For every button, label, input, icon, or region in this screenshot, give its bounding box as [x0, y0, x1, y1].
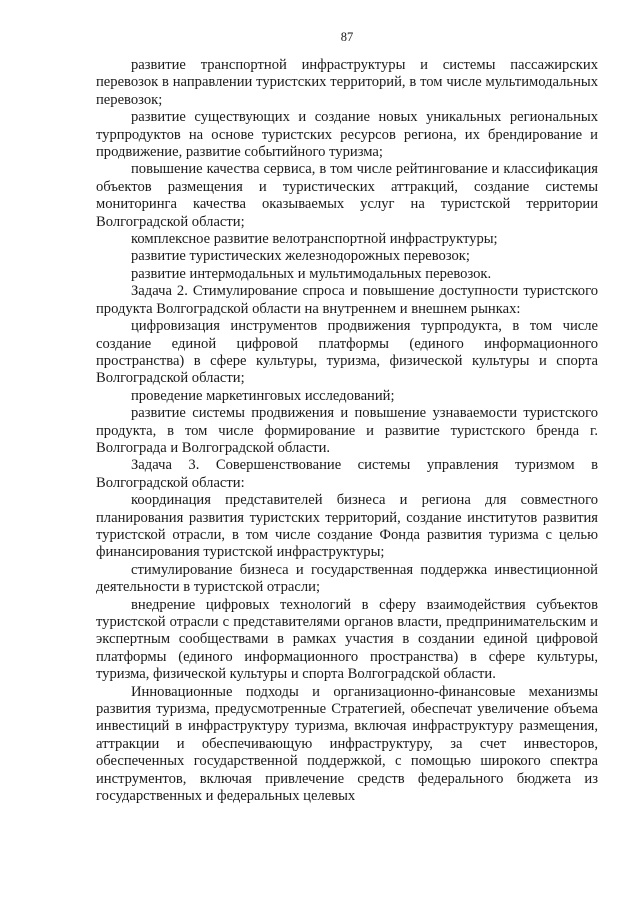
- task-heading: Задача 3. Совершенствование системы управления туризмом в Волгоградской области:: [96, 457, 598, 491]
- paragraph: развитие туристических железнодорожных перевозок;: [131, 248, 470, 265]
- paragraph: развитие транспортной инфраструктуры и системы пассажирских перевозок в направлении туристских территорий, в том числе мультимодальных перевозок;: [96, 57, 598, 108]
- paragraph: развитие существующих и создание новых уникальных региональных турпродуктов на основе туристских ресурсов региона, их брендирование и продвижение, развитие событийного туризма;: [96, 109, 598, 161]
- document-body: [96, 57, 598, 805]
- paragraph: проведение маркетинговых исследований;: [131, 387, 395, 404]
- paragraph: внедрение цифровых технологий в сферу взаимодействия субъектов туристской отрасли с представителями органов власти, предпринимательским и экспертным сообществами в рамках участия в создании единой цифровой платформы (единого информационного пространства) в сфере культуры, туризма, физической культуры и спорта Волгоградской области.: [96, 596, 598, 683]
- paragraph: Инновационные подходы и организационно-финансовые механизмы развития туризма, предусмотренные Стратегией, обеспечат увеличение объема инвестиций в инфраструктуру туризма, включая инфраструктуру размещения, аттракции и обеспечивающую инфраструктуру, за счет инвесторов, обеспеченных государственной поддержкой, с помощью широкого спектра инструментов, включая привлечение средств федерального бюджета из государственных и федеральных целевых: [96, 683, 598, 805]
- paragraph: развитие системы продвижения и повышение узнаваемости туристского продукта, в том числе формирование и развитие туристского бренда г. Волгограда и Волгоградской области.: [96, 405, 598, 456]
- paragraph: стимулирование бизнеса и государственная поддержка инвестиционной деятельности в туристской отрасли;: [96, 561, 598, 596]
- paragraph: развитие интермодальных и мультимодальных перевозок.: [131, 265, 492, 282]
- paragraph: комплексное развитие велотранспортной инфраструктуры;: [131, 231, 498, 248]
- paragraph: повышение качества сервиса, в том числе рейтингование и классификация объектов размещения и туристических аттракций, создание системы мониторинга качества оказываемых услуг на туристской территории Волгоградской области;: [96, 161, 598, 230]
- paragraph: координация представителей бизнеса и региона для совместного планирования развития туристских территорий, создание институтов развития туристской отрасли, в том числе создание Фонда развития туризма с целью финансирования туристской инфраструктуры;: [96, 492, 598, 561]
- paragraph: цифровизация инструментов продвижения турпродукта, в том числе создание единой цифровой платформы (единого информационного пространства) в сфере культуры, туризма, физической культуры и спорта Волгоградской области;: [96, 318, 598, 387]
- task-heading: Задача 2. Стимулирование спроса и повышение доступности туристского продукта Волгоградской области на внутреннем и внешнем рынках:: [96, 283, 598, 317]
- page-number: 87: [340, 30, 354, 44]
